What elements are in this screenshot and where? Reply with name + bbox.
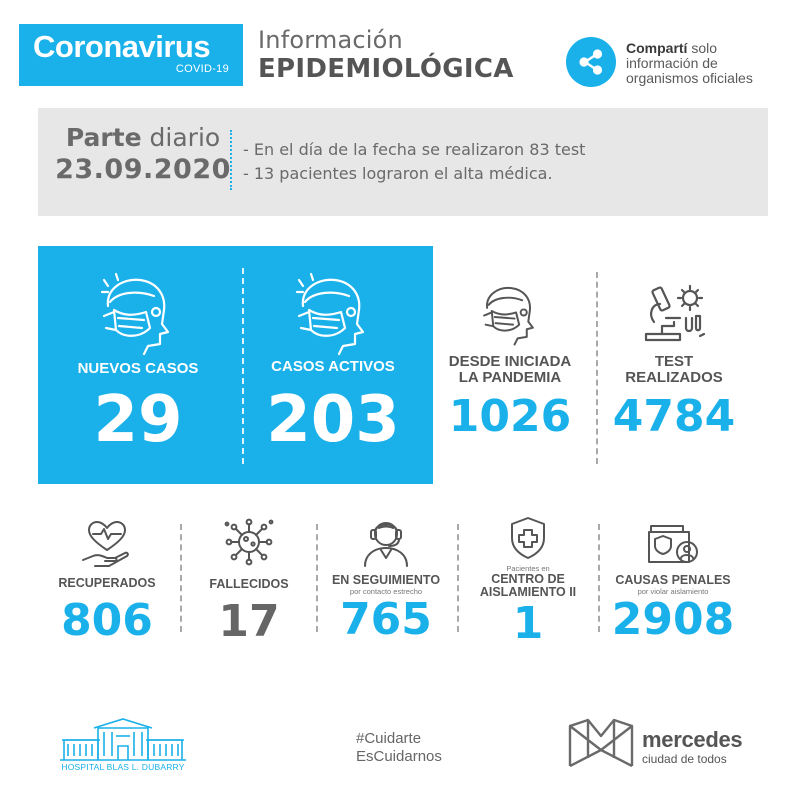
daily-report bbox=[38, 108, 768, 216]
stat-recovered bbox=[36, 512, 178, 646]
stat-label: CAUSAS PENALES bbox=[615, 573, 731, 587]
medical-shield-icon bbox=[509, 516, 547, 560]
brand-title: Coronavirus bbox=[33, 29, 211, 64]
stat-value: 1 bbox=[512, 598, 544, 649]
share-button[interactable] bbox=[566, 37, 616, 87]
stat-label: FALLECIDOS bbox=[209, 577, 289, 591]
report-note: - 13 pacientes lograron el alta médica. bbox=[243, 164, 553, 183]
stat-value: 2908 bbox=[611, 594, 735, 645]
share-bold: Compartí bbox=[626, 40, 688, 56]
main-stats-panel bbox=[38, 246, 433, 484]
stat-value: 29 bbox=[93, 383, 183, 457]
stat-sublabel: por violar aislamiento bbox=[637, 587, 709, 596]
hashtag-line2: EsCuidarnos bbox=[356, 748, 442, 765]
stat-label-line2: REALIZADOS bbox=[625, 369, 723, 386]
report-note: - En el día de la fecha se realizaron 83 test bbox=[243, 140, 586, 159]
stat-value: 1026 bbox=[448, 391, 572, 442]
report-title-rest: diario bbox=[141, 123, 221, 152]
share-line1: solo bbox=[687, 40, 718, 56]
campaign-hashtag bbox=[356, 730, 442, 766]
stat-divider bbox=[598, 524, 600, 632]
report-date: 23.09.2020 bbox=[55, 154, 231, 185]
stat-value: 4784 bbox=[612, 391, 736, 442]
info-heading-top: Información bbox=[258, 26, 403, 54]
stat-value: 806 bbox=[61, 595, 153, 646]
headset-agent-icon bbox=[361, 516, 411, 568]
stat-label-line1: CENTRO DE bbox=[491, 572, 565, 586]
stat-isolation-center bbox=[460, 512, 596, 649]
hashtag-line1: #Cuidarte bbox=[356, 730, 422, 747]
masked-face-icon bbox=[94, 272, 182, 356]
secondary-stats-row bbox=[0, 512, 800, 652]
stat-label-line1: TEST bbox=[654, 353, 694, 370]
stat-value: 17 bbox=[218, 596, 280, 647]
stat-label-line2: AISLAMIENTO II bbox=[479, 585, 577, 599]
mercedes-logo-icon bbox=[566, 716, 636, 770]
stat-label: RECUPERADOS bbox=[58, 576, 156, 590]
stat-value: 203 bbox=[266, 383, 400, 457]
report-notes bbox=[243, 138, 585, 186]
masked-face-icon bbox=[289, 272, 377, 356]
stat-divider bbox=[457, 524, 459, 632]
stat-label: CASOS ACTIVOS bbox=[271, 358, 395, 375]
share-line3: organismos oficiales bbox=[626, 70, 753, 86]
city-name: mercedes bbox=[642, 727, 743, 752]
brand-box bbox=[19, 24, 243, 86]
share-icon bbox=[576, 47, 606, 77]
report-title-bold: Parte bbox=[65, 123, 142, 152]
stat-monitoring bbox=[318, 512, 454, 645]
hospital-name: HOSPITAL BLAS L. DUBARRY bbox=[61, 762, 185, 772]
info-heading-bottom: EPIDEMIOLÓGICA bbox=[258, 54, 514, 84]
stat-prelabel: Pacientes en bbox=[506, 564, 550, 573]
masked-face-icon bbox=[476, 282, 544, 346]
microscope-icon bbox=[640, 282, 708, 346]
share-message bbox=[626, 41, 753, 86]
stat-label: EN SEGUIMIENTO bbox=[331, 573, 441, 587]
report-divider bbox=[230, 130, 232, 190]
stat-label-line2: LA PANDEMIA bbox=[458, 369, 562, 386]
city-tagline: ciudad de todos bbox=[642, 752, 727, 766]
stat-divider bbox=[180, 524, 182, 632]
stat-tests bbox=[594, 282, 754, 442]
virus-icon bbox=[223, 516, 275, 568]
hospital-logo bbox=[58, 716, 188, 762]
stat-sublabel: por contacto estrecho bbox=[349, 587, 423, 596]
stat-label-line1: DESDE INICIADA bbox=[448, 353, 572, 370]
report-heading bbox=[52, 123, 234, 185]
share-line2: información de bbox=[626, 55, 718, 71]
stat-criminal-cases bbox=[602, 512, 744, 645]
stat-label: NUEVOS CASOS bbox=[77, 360, 199, 377]
heart-hand-icon bbox=[81, 520, 133, 568]
stat-since-pandemic bbox=[430, 282, 590, 442]
stat-value: 765 bbox=[340, 594, 432, 645]
brand-subtitle: COVID-19 bbox=[175, 63, 229, 75]
police-file-icon bbox=[643, 522, 703, 568]
stat-deceased bbox=[184, 512, 314, 647]
